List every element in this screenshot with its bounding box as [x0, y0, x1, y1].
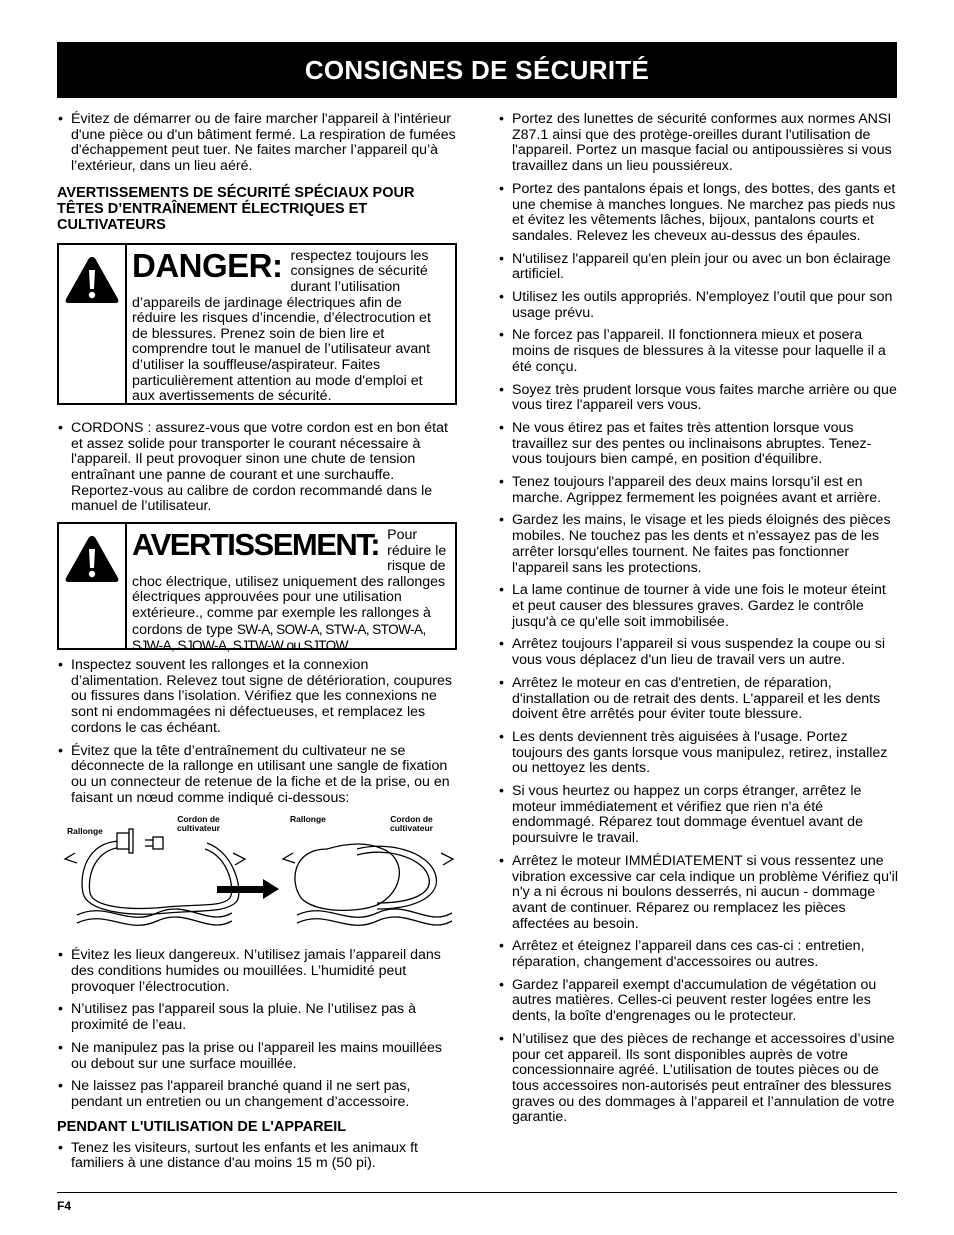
avertissement-box: [57, 522, 457, 654]
section-heading-usage: PENDANT L'UTILISATION DE L'APPAREIL: [57, 1118, 347, 1135]
cord-list: [57, 421, 457, 515]
list-item: • Utilisez les outils appropriés. N'employez l’outil que pour son usage prévu.: [498, 290, 900, 321]
list-item: • La lame continue de tourner à vide une fois le moteur éteint et peut causer des blessures graves. Gardez le contrôle jusqu'à ce qu'elle soit immobilisée.: [498, 583, 900, 630]
list-item: • Portez des pantalons épais et longs, des bottes, des gants et une chemise à manches longues. Ne marchez pas pieds nus et évitez les vêtements lâches, bijoux, pantalons courts et sandales. Relevez les cheveux au-dessus des épaules.: [498, 182, 900, 245]
extension-list: [57, 658, 457, 806]
list-item: • Tenez toujours l'appareil des deux mains lorsqu’il est en marche. Agrippez fermement les poignées avant et arrière.: [498, 475, 900, 506]
list-item: • Gardez l'appareil exempt d'accumulation de végétation ou autres matières. Celles-ci peuvent rester logées entre les dents, la boîte d'engrenages ou le protecteur.: [498, 978, 900, 1025]
list-item: • Si vous heurtez ou happez un corps étranger, arrêtez le moteur immédiatement et vérifiez que rien n'a été endommagé. Réparez tout dommage éventuel avant de poursuivre le travail.: [498, 784, 900, 847]
list-item: • Portez des lunettes de sécurité conformes aux normes ANSI Z87.1 ainsi que des protège-oreilles durant l'utilisation de l'appareil. Portez un masque facial ou antipoussières si vous travaillez dans un lieu poussiéreux.: [498, 112, 900, 175]
list-item: • Tenez les visiteurs, surtout les enfants et les animaux ft familiers à une distance d'au moins 15 m (50 pi).: [57, 1141, 457, 1172]
right-column: [498, 112, 900, 1133]
left-column: [57, 112, 457, 1179]
cord-diagram: [57, 813, 457, 938]
list-item: • Évitez de démarrer ou de faire marcher l'appareil à l'intérieur d'une pièce ou d'un bâtiment fermé. La respiration de fumées d'échappement peut tuer. Ne faites marcher l’appareil qu’à l’extérieur, dans un lieu aéré.: [57, 112, 457, 175]
cord-knot-figure: [57, 813, 457, 938]
intro-list: [57, 112, 457, 175]
section-heading-electric: AVERTISSEMENTS DE SÉCURITÉ SPÉCIAUX POUR TÊTES D’ENTRAÎNEMENT ÉLECTRIQUES ET CULTIVATEURS: [57, 184, 415, 233]
list-item: • Arrêtez le moteur IMMÉDIATEMENT si vous ressentez une vibration excessive car cela indique un problème Vérifiez qu'il n'y a ni écrous ni boulons desserrés, ni aucun - dommage avant de continuer. Réparez ou remplacez les pièces affectées au besoin.: [498, 854, 900, 933]
warning-triangle-icon: [59, 524, 127, 648]
list-item: • Ne forcez pas l’appareil. Il fonctionnera mieux et posera moins de risques de blessures à la vitesse pour laquelle il a été conçu.: [498, 328, 900, 375]
page-number: F4: [57, 1199, 72, 1213]
list-item: • Ne laissez pas l'appareil branché quand il ne sert pas, pendant un entretien ou un changement d’accessoire.: [57, 1079, 457, 1110]
usage-list: [57, 1141, 457, 1172]
avertissement-label: AVERTISSEMENT:: [132, 527, 380, 563]
list-item: • N’utilisez pas l'appareil sous la pluie. Ne l’utilisez pas à proximité de l’eau.: [57, 1002, 457, 1033]
footer-divider: [57, 1192, 897, 1193]
list-item: • Ne manipulez pas la prise ou l'appareil les mains mouillées ou debout sur une surface mouillée.: [57, 1041, 457, 1072]
danger-box: [57, 243, 457, 405]
page-title: CONSIGNES DE SÉCURITÉ: [304, 54, 650, 85]
list-item: • Soyez très prudent lorsque vous faites marche arrière ou que vous tirez l'appareil vers vous.: [498, 383, 900, 414]
right-list: [498, 112, 900, 1126]
list-item: • N'utilisez l'appareil qu'en plein jour ou avec un bon éclairage artificiel.: [498, 252, 900, 283]
avertissement-message: Pour réduire le risque de choc électrique, utilisez uniquement des rallonges électriques approuvées pour une utilisation extérieure., comme par exemple les rallonges à cordons de type: [132, 527, 447, 638]
list-item: • Gardez les mains, le visage et les pieds éloignés des pièces mobiles. Ne touchez pas les dents et n'essayez pas de les arrêter lorsqu'elles tournent. Ne faites pas fonctionner l'appareil sans les protections.: [498, 513, 900, 576]
label-cordon-1: Cordon de cultivateur: [177, 814, 220, 834]
list-item: • Évitez les lieux dangereux. N’utilisez jamais l’appareil dans des conditions humides ou mouillées. L’humidité peut provoquer l’électrocution.: [57, 948, 457, 995]
list-item: • Évitez que la tête d’entraînement du cultivateur ne se déconnecte de la rallonge en utilisant une sangle de fixation ou un connecteur de retenue de la fiche et de la prise, ou en faisant un nœud comme indiqué ci-dessous:: [57, 744, 457, 807]
label-cordon-2: Cordon de cultivateur: [390, 814, 433, 834]
danger-message: respectez toujours les consignes de sécurité durant l’utilisation d’appareils de jardinage électriques afin de réduire les risques d’incendie, d’électrocution et de blessures. Prenez soin de bien lire et comprendre tout le manuel de l’utilisateur avant d’utiliser la souffleuse/aspirateur. Faites particulièrement attention au mode d'emploi et aux avertissements de sécurité.: [132, 247, 431, 405]
label-rallonge-1: Rallonge: [67, 826, 103, 837]
danger-label: DANGER:: [132, 246, 283, 284]
after-figure-list: [57, 948, 457, 1110]
list-item: • Ne vous étirez pas et faites très attention lorsque vous travaillez sur des pentes ou inclinaisons abruptes. Tenez-vous toujours bien campé, en position d'équilibre.: [498, 421, 900, 468]
page-header: [57, 42, 897, 98]
list-item: • Arrêtez le moteur en cas d'entretien, de réparation, d'installation ou de retrait des dents. L'appareil et les dents doivent être arrêtés pour éviter toute blessure.: [498, 676, 900, 723]
label-rallonge-2: Rallonge: [290, 814, 326, 825]
cord-types: SW-A, SOW-A, STW-A, STOW-A, SJW-A, SJOW-A, SJTW-W ou SJTOW.: [132, 621, 426, 654]
list-item: • Inspectez souvent les rallonges et la connexion d’alimentation. Relevez tout signe de détérioration, coupures ou fissures dans l’isolation. Vérifiez que les connexions ne sont ni endommagées ni défectueuses, et remplacez les cordons le cas échéant.: [57, 658, 457, 737]
list-item: • CORDONS : assurez-vous que votre cordon est en bon état et assez solide pour transporter le courant nécessaire à l'appareil. Il peut provoquer sinon une chute de tension entraînant une panne de courant et une surchauffe. Reportez-vous au calibre de cordon recommandé dans le manuel de l’utilisateur.: [57, 421, 457, 515]
list-item: • Les dents deviennent très aiguisées à l'usage. Portez toujours des gants lorsque vous manipulez, retirez, installez ou nettoyez les dents.: [498, 730, 900, 777]
warning-triangle-icon: [59, 245, 127, 403]
list-item: • Arrêtez toujours l’appareil si vous suspendez la coupe ou si vous vous déplacez d'un lieu de travail vers un autre.: [498, 637, 900, 668]
danger-text-block: [127, 245, 455, 403]
avertissement-text-block: [127, 524, 455, 654]
list-item: • Arrêtez et éteignez l’appareil dans ces cas-ci : entretien, réparation, changement d'accessoires ou autres.: [498, 939, 900, 970]
list-item: • N’utilisez que des pièces de rechange et accessoires d’usine pour cet appareil. Ils sont disponibles auprès de votre concessionnaire agréé. L’utilisation de toutes pièces ou de tous accessoires non-autorisés peut entraîner des blessures graves ou des dommages à l’appareil et l’annulation de votre garantie.: [498, 1032, 900, 1126]
